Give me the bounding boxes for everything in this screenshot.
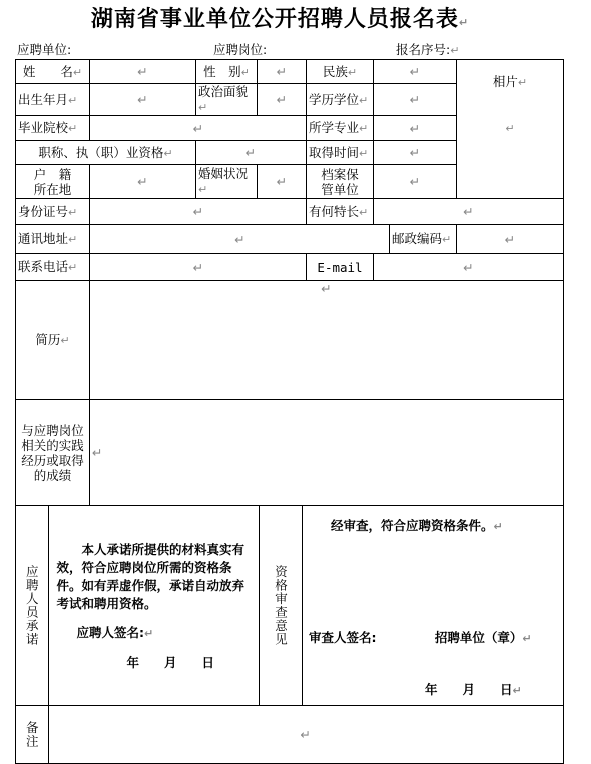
serial-number-label: 报名序号:↵ — [396, 42, 460, 57]
review-conclusion: 经审查，符合应聘资格条件。↵ — [331, 518, 503, 533]
paragraph-mark-icon: ↵ — [450, 44, 460, 57]
review-signature-row: 审查人签名: 招聘单位（章）↵ — [309, 630, 532, 645]
postcode-label: 邮政编码↵ — [390, 225, 457, 254]
pledge-cell[interactable] — [48, 506, 259, 705]
hukou-field[interactable]: ↵ — [90, 165, 196, 199]
obtained-time-label: 取得时间↵ — [307, 141, 374, 165]
archive-unit-field[interactable]: ↵ — [374, 165, 457, 199]
id-number-field[interactable]: ↵ — [90, 199, 307, 225]
ethnicity-label: 民族↵ — [307, 60, 374, 84]
school-field[interactable]: ↵ — [90, 116, 307, 141]
pledge-date: 年 月 日 — [126, 655, 215, 670]
experience-label: 与应聘岗位 相关的实践 经历或取得 的成绩 — [16, 400, 90, 506]
photo-box[interactable]: 相片↵ ↵ — [457, 60, 564, 199]
address-field[interactable]: ↵ — [90, 225, 390, 254]
birth-label: 出生年月↵ — [16, 84, 90, 116]
political-status-field[interactable]: ↵ — [258, 84, 307, 116]
school-label: 毕业院校↵ — [16, 116, 90, 141]
review-cell[interactable] — [303, 506, 564, 705]
ethnicity-field[interactable]: ↵ — [374, 60, 457, 84]
remarks-field[interactable]: ↵ — [300, 727, 311, 742]
marital-status-label: 婚姻状况↵ — [196, 165, 258, 199]
signature-section — [16, 506, 564, 706]
review-date: 年 月 日↵ — [425, 682, 522, 697]
specialty-label: 有何特长↵ — [307, 199, 374, 225]
qualification-label: 职称、执（职）业资格↵ — [16, 141, 196, 165]
phone-label: 联系电话↵ — [16, 254, 90, 281]
id-number-label: 身份证号↵ — [16, 199, 90, 225]
political-status-label: 政治面貌↵ — [196, 84, 258, 116]
specialty-field[interactable]: ↵ — [374, 199, 564, 225]
photo-label: 相片 — [492, 74, 518, 89]
signature-subtable — [16, 506, 563, 705]
hukou-label: 户 籍 所在地 — [16, 165, 90, 199]
name-label: 姓 名↵ — [16, 60, 90, 84]
pledge-label: 应聘人员承诺 — [16, 506, 48, 705]
major-field[interactable]: ↵ — [374, 116, 457, 141]
qualification-field[interactable]: ↵ — [196, 141, 307, 165]
phone-field[interactable]: ↵ — [90, 254, 307, 281]
email-label: E-mail — [307, 254, 374, 281]
education-label: 学历学位↵ — [307, 84, 374, 116]
resume-label: 简历↵ — [16, 281, 90, 400]
remarks-label: 备注 — [16, 706, 48, 763]
gender-label: 性 别↵ — [196, 60, 258, 84]
apply-unit-label: 应聘单位: — [17, 42, 72, 57]
registration-form-table — [15, 59, 564, 764]
address-label: 通讯地址↵ — [16, 225, 90, 254]
remarks-section — [16, 706, 564, 764]
postcode-field[interactable]: ↵ — [457, 225, 564, 254]
reviewer-signature-label: 审查人签名: — [309, 630, 377, 645]
education-field[interactable]: ↵ — [374, 84, 457, 116]
archive-unit-label: 档案保 管单位 — [307, 165, 374, 199]
form-title-text: 湖南省事业单位公开招聘人员报名表 — [90, 7, 459, 32]
obtained-time-field[interactable]: ↵ — [374, 141, 457, 165]
marital-status-field[interactable]: ↵ — [258, 165, 307, 199]
email-field[interactable]: ↵ — [374, 254, 564, 281]
review-label: 资格审查意见 — [259, 506, 302, 705]
name-field[interactable]: ↵ — [90, 60, 196, 84]
gender-field[interactable]: ↵ — [258, 60, 307, 84]
unit-seal-label: 招聘单位（章） — [434, 630, 523, 645]
major-label: 所学专业↵ — [307, 116, 374, 141]
birth-field[interactable]: ↵ — [90, 84, 196, 116]
apply-position-label: 应聘岗位: — [213, 42, 268, 57]
experience-field[interactable]: ↵ — [90, 400, 564, 506]
pledge-text: 本人承诺所提供的材料真实有效，符合应聘岗位所需的资格条件。如有弄虚作假，承诺自动放弃考试和聘用资格。 — [56, 542, 245, 611]
form-title — [0, 2, 560, 33]
remarks-subtable — [16, 706, 563, 763]
resume-field[interactable]: ↵ — [90, 281, 564, 400]
paragraph-mark-icon: ↵ — [458, 16, 470, 29]
pledge-signature-label: 应聘人签名:↵ — [76, 625, 154, 640]
